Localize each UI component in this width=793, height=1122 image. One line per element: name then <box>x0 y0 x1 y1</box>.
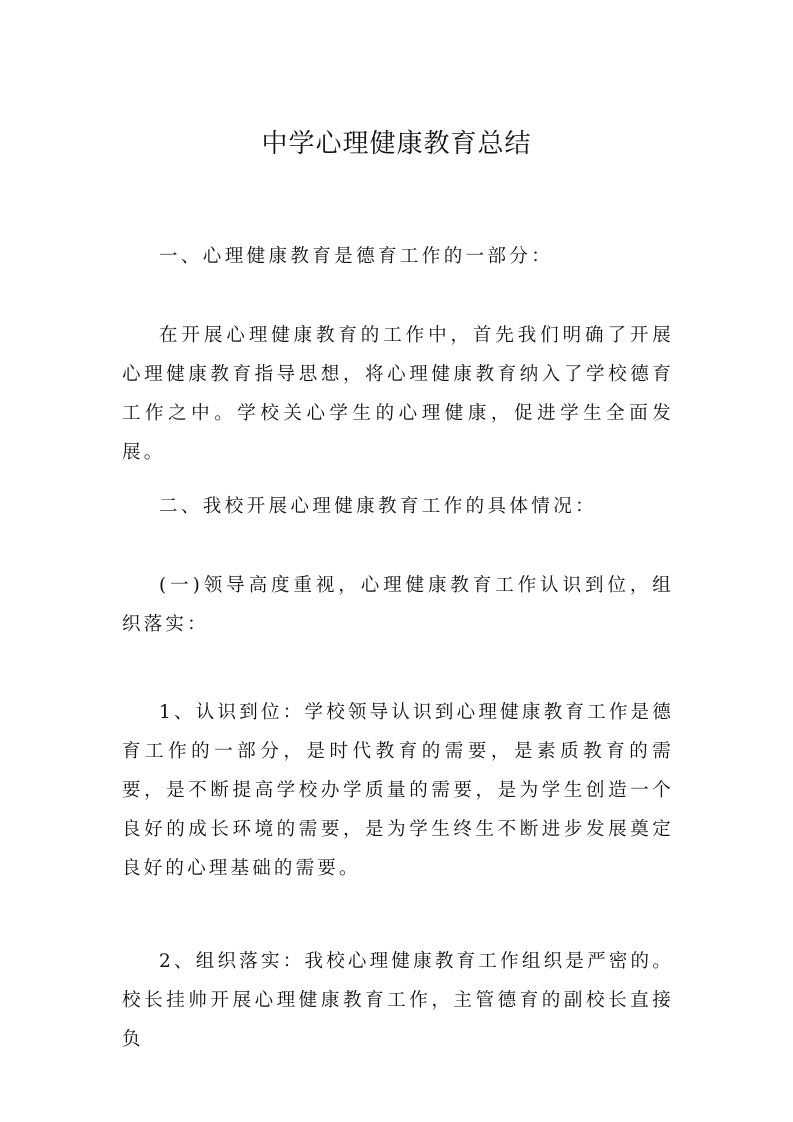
subsection-heading-1: (一)领导高度重视，心理健康教育工作认识到位，组织落实： <box>122 575 674 635</box>
section-heading-2: 二、我校开展心理健康教育工作的具体情况： <box>159 496 598 517</box>
paragraph-1: 在开展心理健康教育的工作中，首先我们明确了开展心理健康教育指导思想，将心理健康教育纳入了学校德育工作之中。学校关心学生的心理健康，促进学生全面发展。 <box>122 325 674 463</box>
paragraph-2: 1、认识到位：学校领导认识到心理健康教育工作是德育工作的一部分，是时代教育的需要，是素质教育的需要，是不断提高学校办学质量的需要，是为学生创造一个良好的成长环境的需要，是为学生终生不断进步发展奠定良好的心理基础的需要。 <box>122 702 674 879</box>
document-title: 中学心理健康教育总结 <box>261 129 532 159</box>
paragraph-3: 2、组织落实：我校心理健康教育工作组织是严密的。校长挂帅开展心理健康教育工作，主管德育的副校长直接负 <box>122 951 674 1050</box>
section-heading-1: 一、心理健康教育是德育工作的一部分： <box>159 246 554 267</box>
